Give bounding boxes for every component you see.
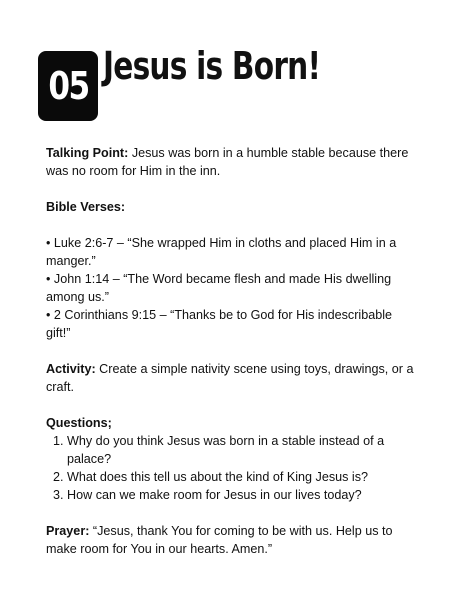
prayer-paragraph (46, 522, 416, 558)
question-item: 1. Why do you think Jesus was born in a stable instead of a palace? (67, 432, 416, 468)
talking-point-label: Talking Point: (46, 146, 129, 160)
activity-label: Activity: (46, 362, 96, 376)
verse-item: • Luke 2:6-7 – “She wrapped Him in cloths and placed Him in a manger.” (46, 236, 397, 268)
lesson-content (46, 144, 416, 558)
lesson-number-badge (38, 51, 98, 121)
prayer-text: “Jesus, thank You for coming to be with us. Help us to make room for You in our hearts. Amen.” (46, 524, 393, 556)
talking-point-text: Jesus was born in a humble stable because there was no room for Him in the inn. (46, 146, 409, 178)
activity-paragraph (46, 360, 416, 396)
talking-point-paragraph (46, 144, 416, 180)
bible-verses-heading: Bible Verses: (46, 200, 126, 214)
activity-text: Create a simple nativity scene using toys, drawings, or a craft. (46, 362, 414, 394)
question-item: 3. How can we make room for Jesus in our lives today? (67, 486, 416, 504)
lesson-number: 05 (47, 64, 89, 108)
questions-heading: Questions; (46, 416, 112, 430)
verse-item: • 2 Corinthians 9:15 – “Thanks be to God for His indescribable gift!” (46, 308, 393, 340)
prayer-label: Prayer: (46, 524, 90, 538)
verse-item: • John 1:14 – “The Word became flesh and made His dwelling among us.” (46, 272, 392, 304)
page-title: Jesus is Born! (103, 44, 321, 88)
question-item: 2. What does this tell us about the kind of King Jesus is? (67, 468, 416, 486)
questions-list (46, 432, 416, 504)
